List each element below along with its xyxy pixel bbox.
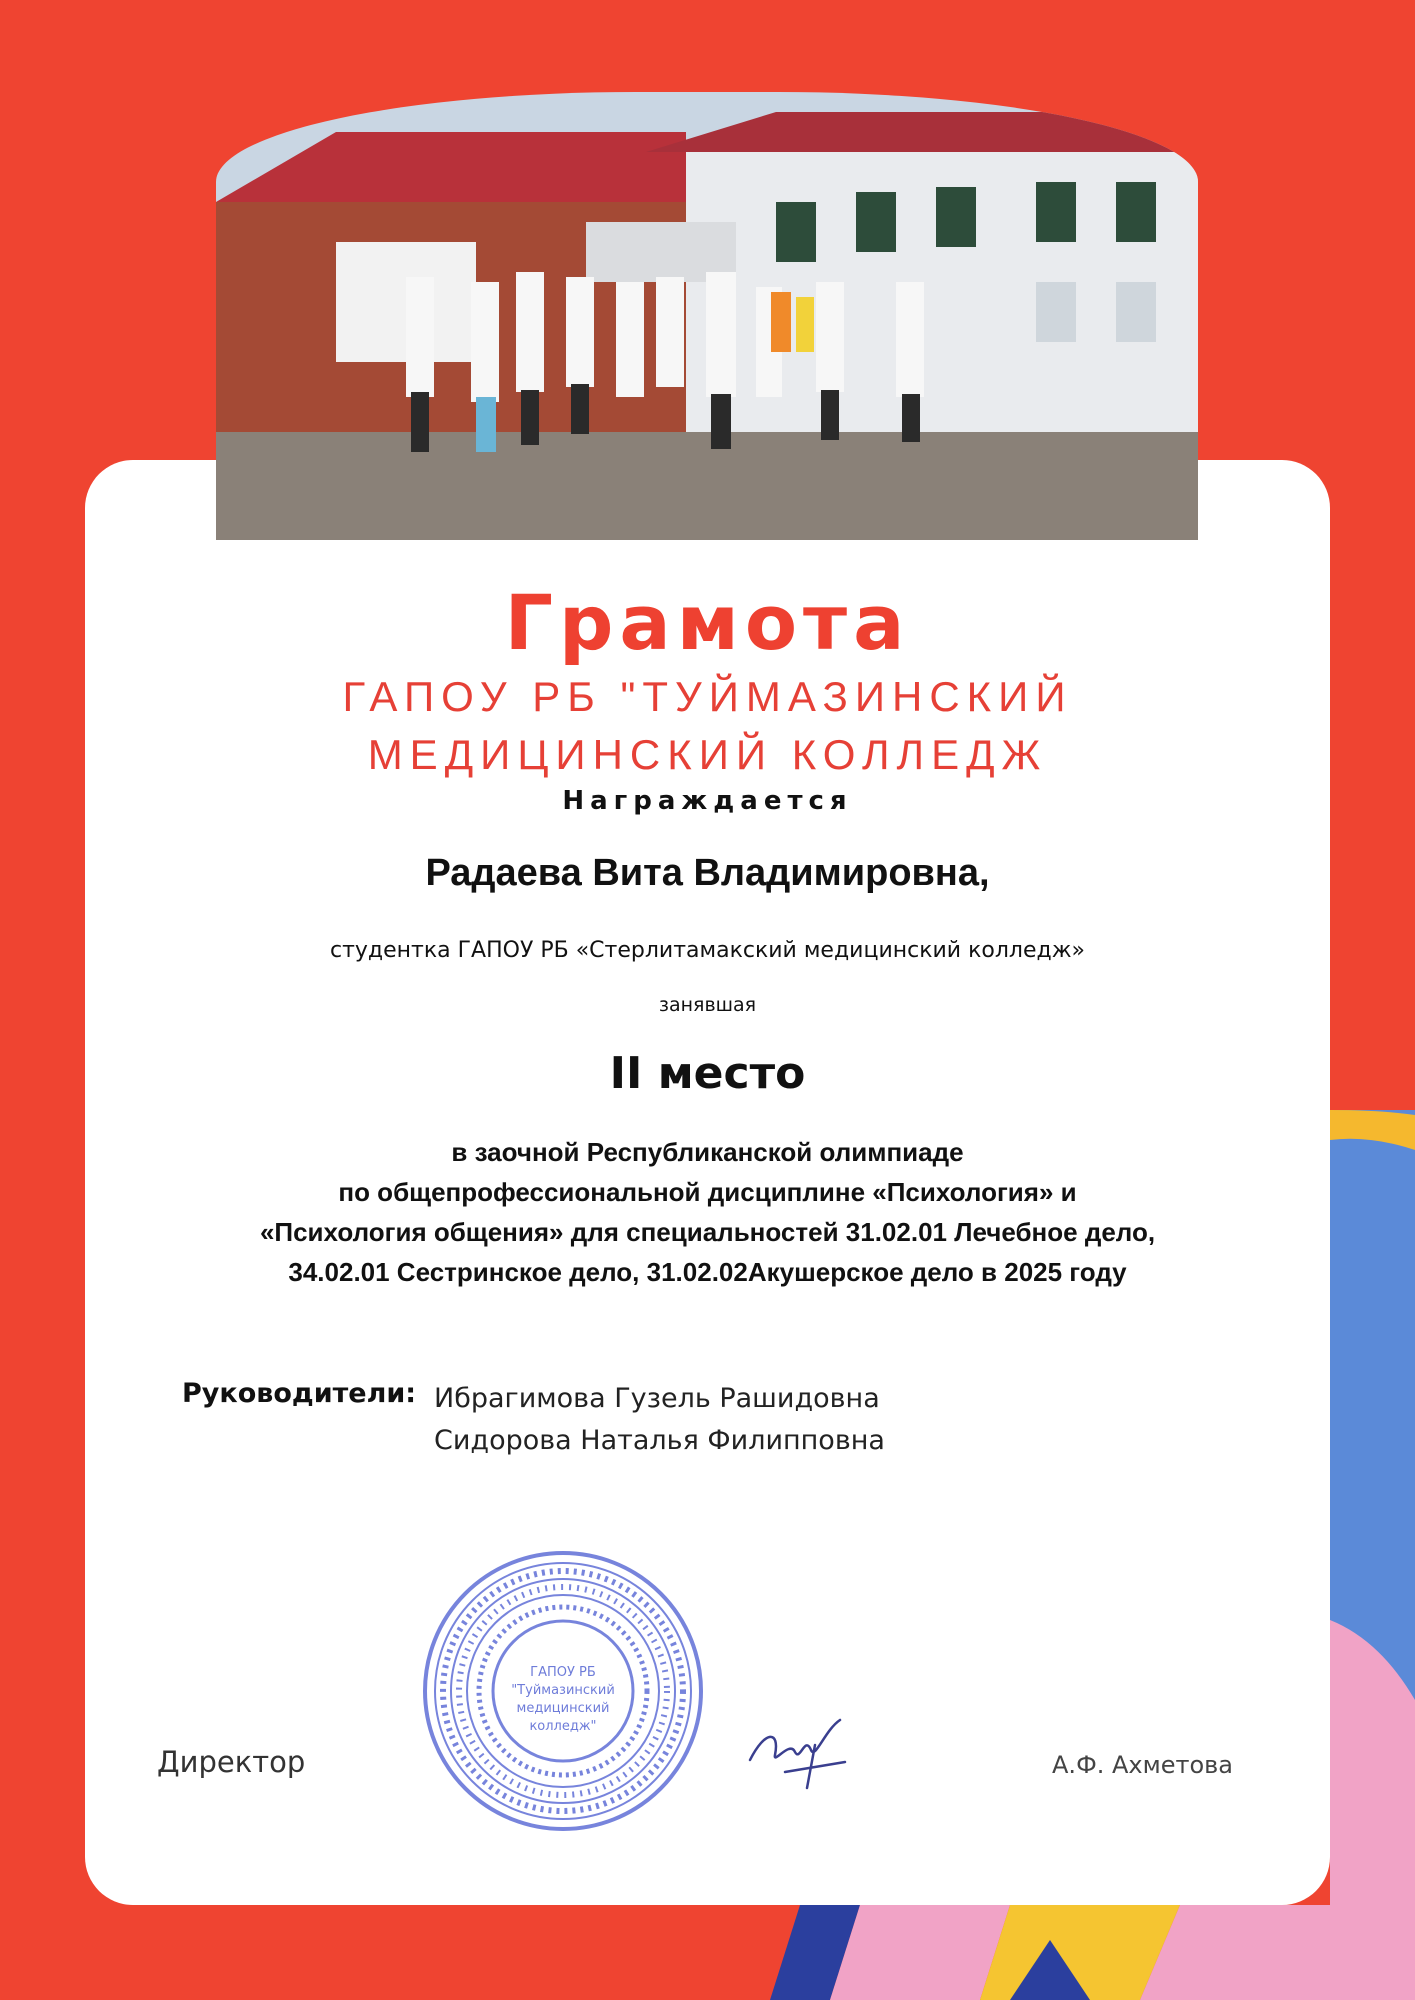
director-label: Директор [157,1745,306,1779]
took-label: занявшая [658,994,757,1016]
svg-text:"Туймазинский: "Туймазинский [511,1683,615,1698]
leaders-label: Руководители: [182,1378,417,1409]
awarded-label: Награждается [562,786,853,816]
description-line-2: по общепрофессиональной дисциплине «Психология» и [338,1177,1077,1207]
description-line-1: в заочной Республиканской олимпиаде [451,1137,964,1167]
svg-text:ГАПОУ РБ: ГАПОУ РБ [530,1665,596,1680]
leader-name-2: Сидорова Наталья Филипповна [434,1425,885,1456]
college-name-line-1: ГАПОУ РБ "ТУЙМАЗИНСКИЙ [342,673,1073,720]
recipient-info: студентка ГАПОУ РБ «Стерлитамакский медицинский колледж» [329,938,1085,963]
svg-text:медицинский: медицинский [516,1701,610,1716]
director-signature [745,1700,865,1790]
certificate-title: Грамота [504,578,911,667]
college-name-line-2: МЕДИЦИНСКИЙ КОЛЛЕДЖ [367,731,1048,778]
place-label: II место [609,1048,806,1099]
recipient-name: Радаева Вита Владимировна, [425,852,990,894]
director-name: А.Ф. Ахметова [1052,1751,1233,1779]
college-photo [216,92,1198,540]
description-line-3: «Психология общения» для специальностей 31.02.01 Лечебное дело, [259,1217,1156,1247]
leaders-list [434,1378,885,1462]
college-name [0,668,1415,784]
achievement-description [0,1132,1415,1292]
official-stamp [420,1548,706,1834]
leader-name-1: Ибрагимова Гузель Рашидовна [434,1383,880,1414]
description-line-4: 34.02.01 Сестринское дело, 31.02.02Акушерское дело в 2025 году [288,1257,1127,1287]
svg-text:колледж": колледж" [529,1719,597,1734]
